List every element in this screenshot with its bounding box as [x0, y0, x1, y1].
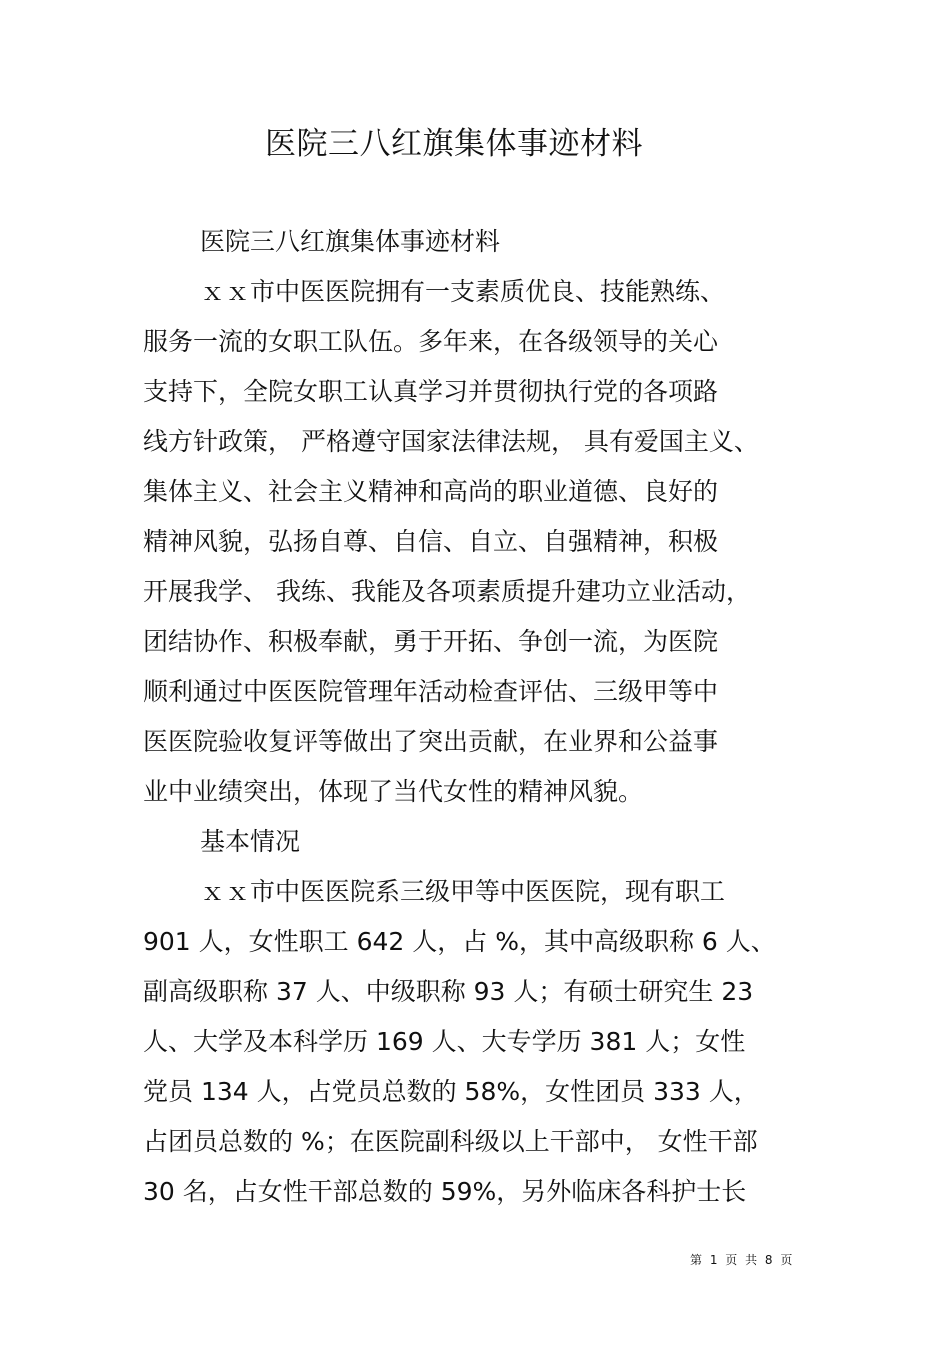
- section-heading: 基本情况: [200, 827, 301, 856]
- paragraph-line: 30 名，占女性干部总数的 59%，另外临床各科护士长: [143, 1177, 747, 1206]
- paragraph-line: 业中业绩突出，体现了当代女性的精神风貌。: [143, 777, 644, 806]
- paragraph-line: 901 人，女性职工 642 人，占 %，其中高级职称 6 人、: [143, 927, 776, 956]
- paragraph-line: 占团员总数的 %；在医院副科级以上干部中， 女性干部: [143, 1127, 758, 1156]
- paragraph-line: 线方针政策， 严格遵守国家法律法规， 具有爱国主义、: [143, 427, 759, 456]
- paragraph-line: 副高级职称 37 人、中级职称 93 人；有硕士研究生 23: [143, 977, 754, 1006]
- subheading: 医院三八红旗集体事迹材料: [200, 227, 501, 256]
- paragraph-line: 团结协作、积极奉献，勇于开拓、争创一流，为医院: [143, 627, 719, 656]
- paragraph-line: 开展我学、 我练、我能及各项素质提升建功立业活动，: [143, 577, 751, 606]
- page-title: 医院三八红旗集体事迹材料: [265, 126, 643, 162]
- paragraph-line: 支持下，全院女职工认真学习并贯彻执行党的各项路: [143, 377, 719, 406]
- paragraph-line: ｘｘ市中医医院系三级甲等中医医院，现有职工: [200, 877, 726, 906]
- page-indicator: 第 1 页 共 8 页: [690, 1253, 795, 1267]
- paragraph-line: 人、大学及本科学历 169 人、大专学历 381 人；女性: [143, 1027, 746, 1056]
- paragraph-line: 党员 134 人，占党员总数的 58%，女性团员 333 人，: [143, 1077, 759, 1106]
- paragraph-line: 集体主义、社会主义精神和高尚的职业道德、良好的: [143, 477, 719, 506]
- paragraph-line: 精神风貌，弘扬自尊、自信、自立、自强精神，积极: [143, 527, 719, 556]
- paragraph-line: 顺利通过中医医院管理年活动检查评估、三级甲等中: [143, 677, 719, 706]
- paragraph-line: 服务一流的女职工队伍。多年来，在各级领导的关心: [143, 327, 719, 356]
- paragraph-line: 医医院验收复评等做出了突出贡献，在业界和公益事: [143, 727, 719, 756]
- paragraph-line: ｘｘ市中医医院拥有一支素质优良、技能熟练、: [200, 277, 726, 306]
